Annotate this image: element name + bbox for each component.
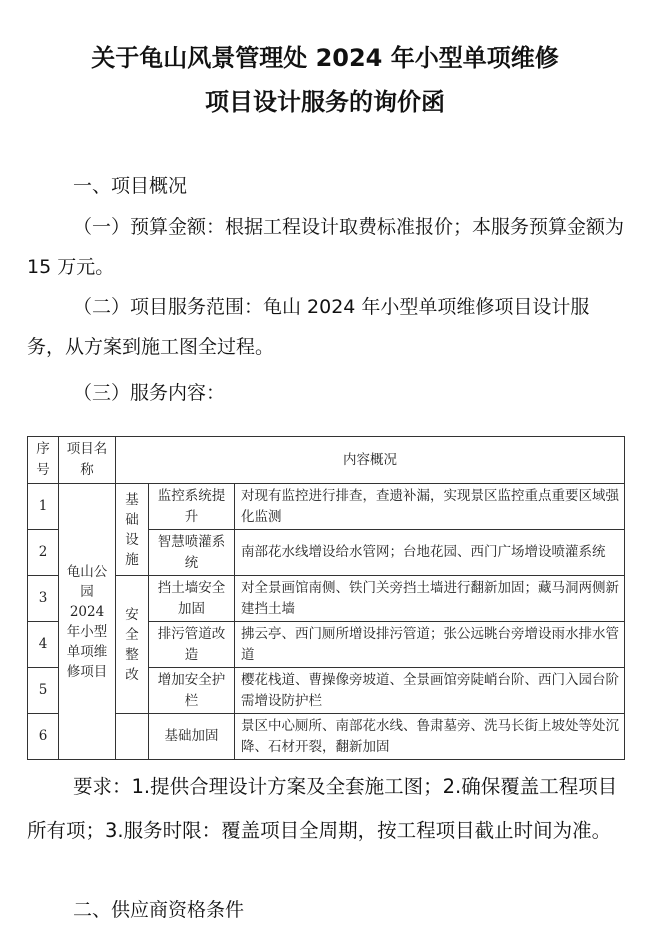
service-content-table [27,436,625,760]
document-title-line-1: 关于龟山风景管理处 2024 年小型单项维修 [91,44,559,72]
row-item: 挡土墙安全加固 [149,576,235,622]
row-seq: 3 [28,576,59,622]
project-name-cell: 龟山公园2024年小型单项维修项目 [59,484,116,760]
row-seq: 6 [28,714,59,760]
row-description: 樱花栈道、曹操像旁坡道、全景画馆旁陡峭台阶、西门入园台阶需增设防护栏 [235,668,625,714]
table-row [28,714,625,760]
category-empty-cell [116,714,149,760]
paragraph-service-scope: （二）项目服务范围：龟山 2024 年小型单项维修项目设计服务，从方案到施工图全过程。 [27,296,590,358]
row-description: 景区中心厕所、南部花水线、鲁肃墓旁、洗马长街上坡处等处沉降、石材开裂，翻新加固 [235,714,625,760]
row-description: 南部花水线增设给水管网；台地花园、西门广场增设喷灌系统 [235,530,625,576]
row-seq: 5 [28,668,59,714]
row-seq: 4 [28,622,59,668]
section-heading-supplier-qualifications: 二、供应商资格条件 [73,899,245,921]
paragraph-service-content: （三）服务内容： [73,382,226,404]
row-item: 监控系统提升 [149,484,235,530]
row-item: 增加安全护栏 [149,668,235,714]
row-seq: 1 [28,484,59,530]
table-row [28,484,625,530]
header-seq: 序号 [28,437,59,484]
category-infrastructure: 基础设施 [116,484,149,576]
row-item: 智慧喷灌系统 [149,530,235,576]
row-description: 对全景画馆南侧、铁门关旁挡土墙进行翻新加固；藏马洞两侧新建挡土墙 [235,576,625,622]
row-item: 排污管道改造 [149,622,235,668]
row-seq: 2 [28,530,59,576]
paragraph-budget: （一）预算金额：根据工程设计取费标准报价；本服务预算金额为 15 万元。 [27,216,625,278]
category-safety: 安全整改 [116,576,149,714]
row-description: 拂云亭、西门厕所增设排污管道；张公远眺台旁增设雨水排水管道 [235,622,625,668]
row-item: 基础加固 [149,714,235,760]
table-row [28,576,625,622]
row-description: 对现有监控进行排查，查遗补漏，实现景区监控重点重要区域强化监测 [235,484,625,530]
paragraph-requirements: 要求：1.提供合理设计方案及全套施工图；2.确保覆盖工程项目所有项；3.服务时限：覆盖项目全周期，按工程项目截止时间为准。 [27,775,618,842]
header-project-name: 项目名称 [59,437,116,484]
document-title-line-2: 项目设计服务的询价函 [205,88,445,116]
table-header-row [28,437,625,484]
section-heading-project-overview: 一、项目概况 [73,175,188,197]
header-content-overview: 内容概况 [116,437,625,484]
